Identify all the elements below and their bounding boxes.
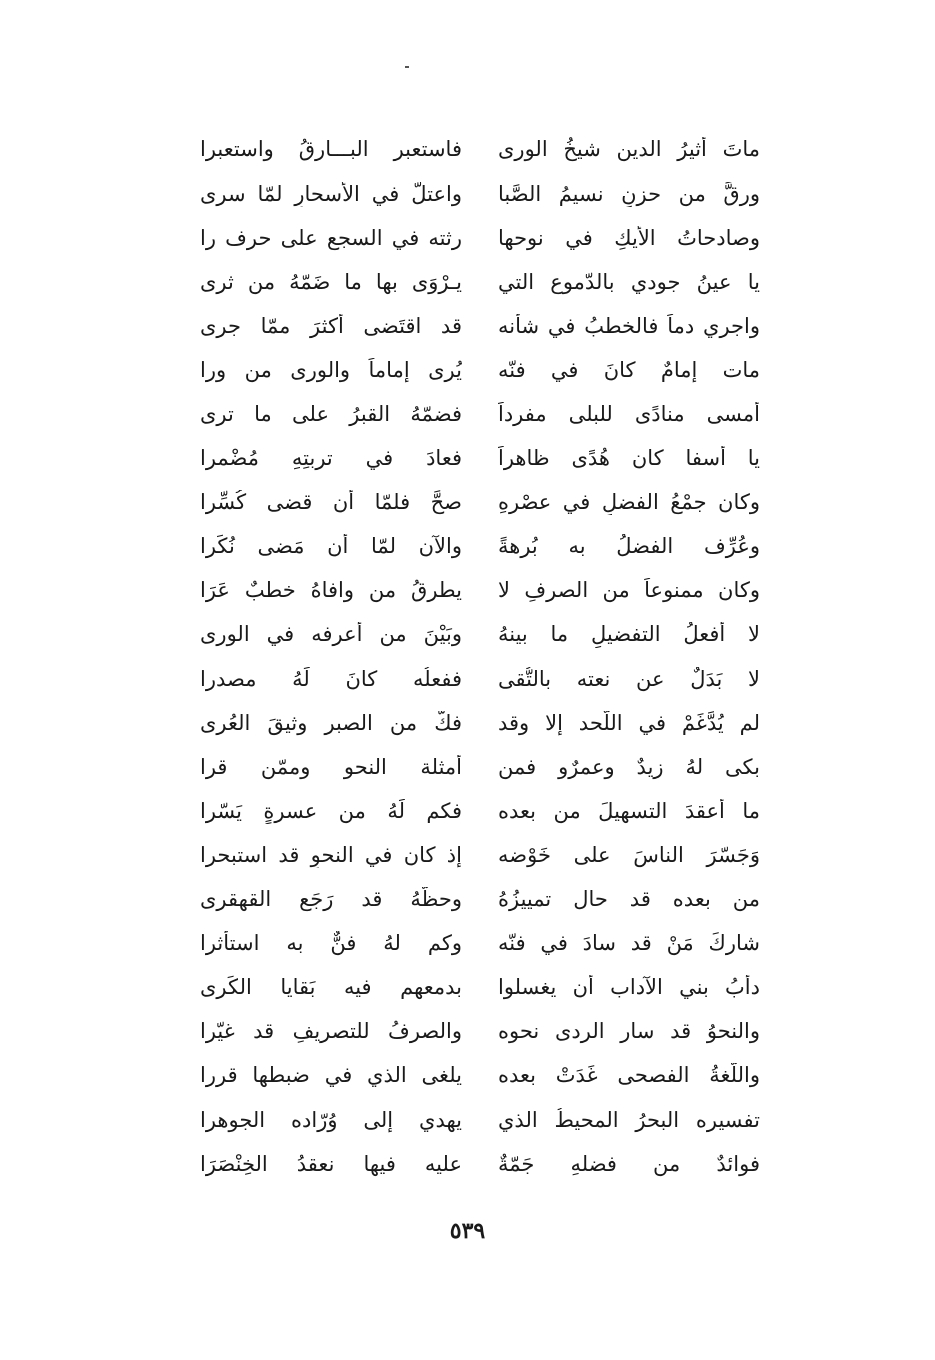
verse-first-hemistich: والنحوُ قد سار الردى نحوه bbox=[498, 1019, 760, 1044]
verse bbox=[200, 745, 760, 789]
verse-first-hemistich: شاركَ مَنْ قد سادَ في فنّه bbox=[498, 931, 760, 956]
verse bbox=[200, 393, 760, 437]
verse bbox=[200, 657, 760, 701]
verse-first-hemistich: وكان ممنوعاً من الصرفِ لا bbox=[498, 578, 760, 603]
verse bbox=[200, 1010, 760, 1054]
verse-first-hemistich: واللّغةُ الفصحى غَدَتْ بعده bbox=[498, 1063, 760, 1088]
verse-second-hemistich: بدمعهم فيه بَقايا الكَرى bbox=[200, 975, 462, 1000]
verse-second-hemistich: يهدي إلى وُرّاده الجوهرا bbox=[200, 1107, 462, 1132]
verse-first-hemistich: ماتَ أثيرُ الدين شيخُ الورى bbox=[498, 137, 760, 162]
verse-first-hemistich: بكى لهُ زيدٌ وعمرٌو فمن bbox=[498, 754, 760, 779]
verse bbox=[200, 437, 760, 481]
verse-second-hemistich: يطرقُ من وافاهُ خطبٌ عَرَا bbox=[200, 578, 462, 603]
verse-first-hemistich: أمسى منادًى للبلى مفرداً bbox=[498, 402, 760, 427]
verse-first-hemistich: ورقَّ من حزنٍ نسيمُ الصَّبا bbox=[498, 181, 760, 206]
verse-first-hemistich: من بعده قد حال تمييزُهُ bbox=[498, 887, 760, 912]
verse-first-hemistich: واجري دماً فالخطبُ في شأنه bbox=[498, 313, 760, 338]
verse bbox=[200, 789, 760, 833]
verse-second-hemistich: فعادَ في تربتِهِ مُضْمرا bbox=[200, 446, 462, 471]
verse-first-hemistich: وعُرِّف الفضلُ به بُرهةً bbox=[498, 534, 760, 559]
verse bbox=[200, 525, 760, 569]
verse-first-hemistich: لا أفعلُ التفضيلِ ما بينهُ bbox=[498, 622, 760, 647]
verse-first-hemistich: فوائدٌ من فضلهِ جَمّةٌ bbox=[498, 1151, 760, 1176]
verse bbox=[200, 1142, 760, 1186]
verse-second-hemistich: أمثلة النحو وممّن قرا bbox=[200, 754, 462, 779]
verse bbox=[200, 128, 760, 172]
verse-second-hemistich: قد اقتَضى أكثرَ ممّا جرى bbox=[200, 313, 462, 338]
verse-second-hemistich: فكَّ من الصبر وثيقَ العُرى bbox=[200, 710, 462, 735]
verse-second-hemistich: ففعلُه كانَ لَهُ مصدرا bbox=[200, 666, 462, 691]
verse bbox=[200, 260, 760, 304]
verse-second-hemistich: يُرى إماماً والورى من ورا bbox=[200, 357, 462, 382]
verse bbox=[200, 304, 760, 348]
verse-second-hemistich: وبَيْنَ من أعرفه في الورى bbox=[200, 622, 462, 647]
verse bbox=[200, 613, 760, 657]
verse bbox=[200, 348, 760, 392]
top-mark bbox=[405, 66, 409, 68]
verse-second-hemistich: والآن لمّا أن مَضى نُكِّرا bbox=[200, 534, 462, 559]
verse-first-hemistich: مات إمامٌ كانَ في فنّه bbox=[498, 357, 760, 382]
verse-second-hemistich: والصرفُ للتصريفِ قد غيّرا bbox=[200, 1019, 462, 1044]
verse bbox=[200, 216, 760, 260]
verse-first-hemistich: وكان جمْعُ الفضلِ في عصْرهِ bbox=[498, 490, 760, 515]
verse-second-hemistich: رثته في السجع على حرف را bbox=[200, 225, 462, 250]
verse-first-hemistich: وصادحاتُ الأيكِ في نوحها bbox=[498, 225, 760, 250]
verse-second-hemistich: فكم لَهُ من عسرةٍ يَسّرا bbox=[200, 798, 462, 823]
verse bbox=[200, 701, 760, 745]
verse-first-hemistich: لم يُدَّغَمْ في اللّحد إلا وقد bbox=[498, 710, 760, 735]
verse-second-hemistich: إذ كان في النحوِ قد استبحرا bbox=[200, 842, 462, 867]
verse-first-hemistich: ما أعقدَ التسهيلَ من بعده bbox=[498, 798, 760, 823]
verse-second-hemistich: واعتلَّ في الأسحارِ لمّا سرى bbox=[200, 181, 462, 206]
verse-second-hemistich: وحظُّهُ قد رَجَع القهقرى bbox=[200, 887, 462, 912]
verse-first-hemistich: يا أسفا كان هُدًى ظاهراً bbox=[498, 446, 760, 471]
verse-first-hemistich: لا بَدَلٌ عن نعته بالتُّقى bbox=[498, 666, 760, 691]
verse bbox=[200, 922, 760, 966]
verse bbox=[200, 834, 760, 878]
verse-first-hemistich: تفسيره البحرُ المحيطُ الذي bbox=[498, 1107, 760, 1132]
verse-first-hemistich: وَجَسّرَ الناسَ على خَوْضه bbox=[498, 842, 760, 867]
verse-second-hemistich: يلغى الذي في ضبطها قررا bbox=[200, 1063, 462, 1088]
verse bbox=[200, 481, 760, 525]
verse-second-hemistich: فضمّهُ القبرُ على ما ترى bbox=[200, 402, 462, 427]
verse-second-hemistich: صحَّ فلمّا أن قضى كُسِّرا bbox=[200, 490, 462, 515]
verse bbox=[200, 966, 760, 1010]
verse-first-hemistich: يا عينُ جودي بالدّموع التي bbox=[498, 269, 760, 294]
verse bbox=[200, 878, 760, 922]
verse bbox=[200, 1098, 760, 1142]
verse-second-hemistich: فاستعبر البـــارقُ واستعبرا bbox=[200, 137, 462, 162]
verse-second-hemistich: يـرْوَى بها ما ضَمّهُ من ثرى bbox=[200, 269, 462, 294]
page-number: ٥٣٩ bbox=[449, 1218, 486, 1244]
poem bbox=[200, 128, 760, 1186]
verse-first-hemistich: دأبُ بني الآداب أن يغسلوا bbox=[498, 975, 760, 1000]
verse bbox=[200, 172, 760, 216]
verse bbox=[200, 1054, 760, 1098]
verse-second-hemistich: وكم لهُ فنٌّ به استأثرا bbox=[200, 931, 462, 956]
verse bbox=[200, 569, 760, 613]
verse-second-hemistich: عليه فيها نعقدُ الخِنْصَرَا bbox=[200, 1151, 462, 1176]
